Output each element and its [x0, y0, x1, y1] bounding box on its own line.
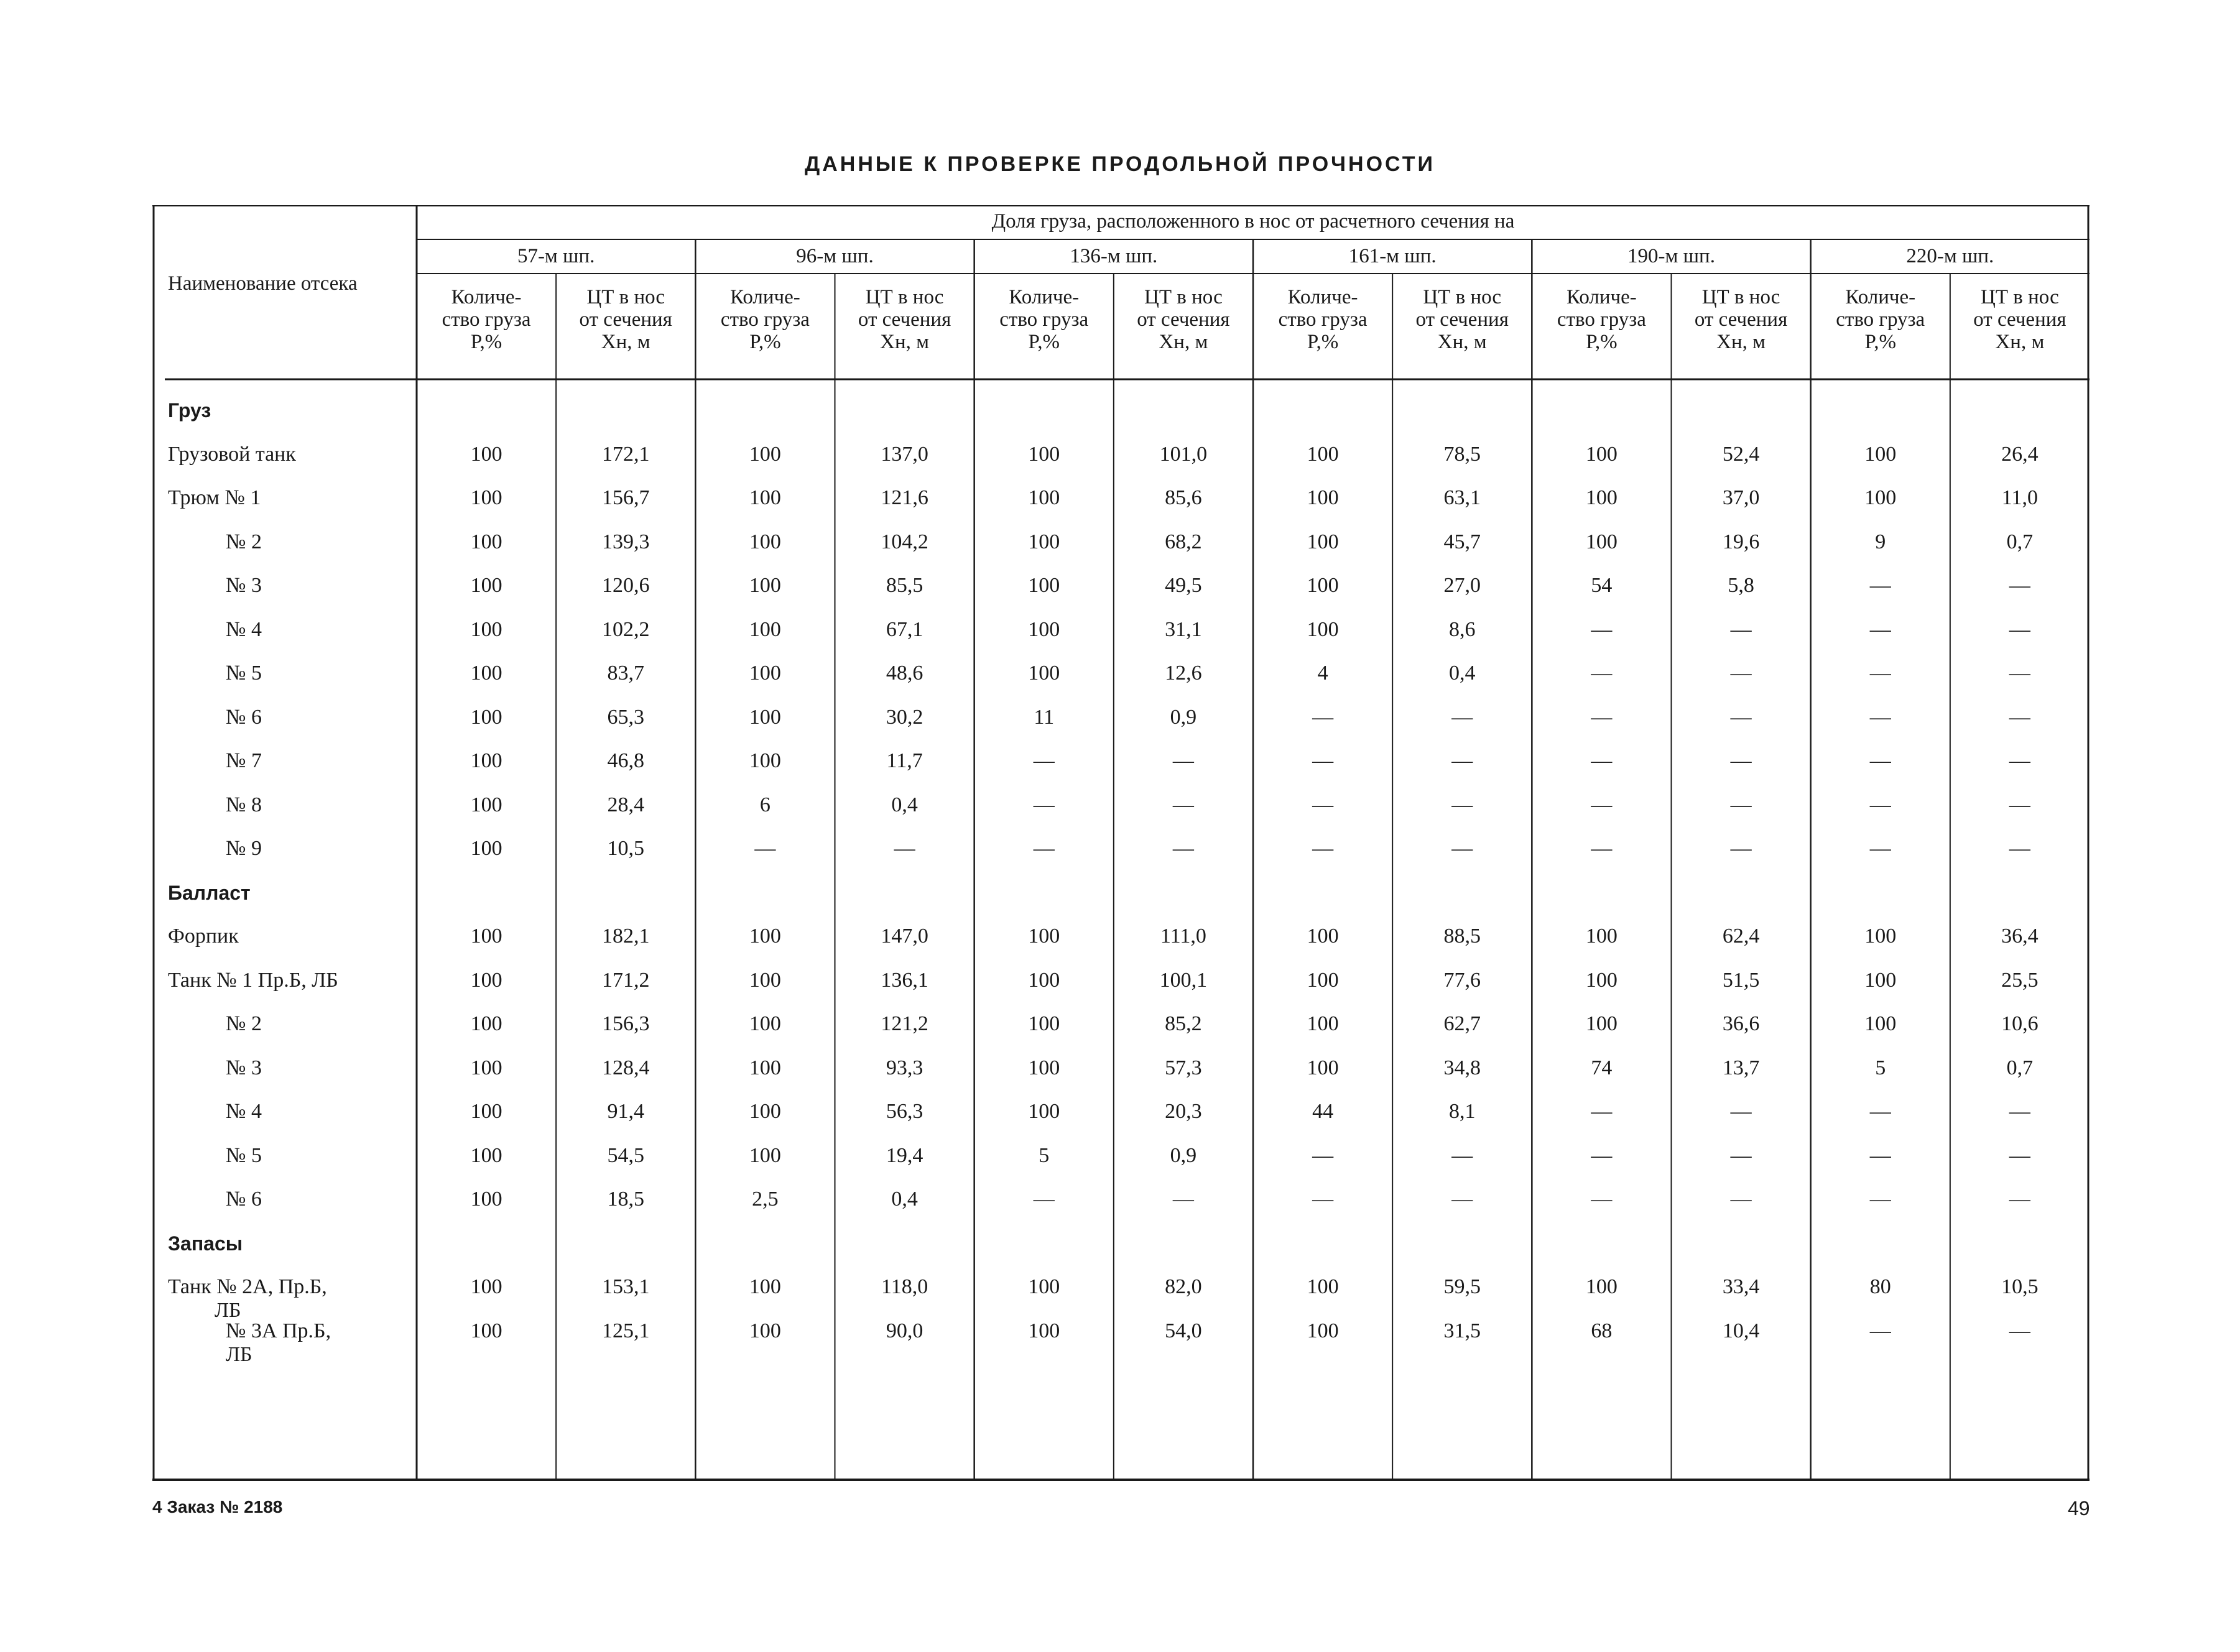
cargo-percent-cell: —	[1591, 662, 1613, 685]
cargo-percent-cell: 100	[1307, 925, 1339, 948]
row-label: Форпик	[168, 925, 239, 948]
cargo-percent-header: Количе- ство груза P,%	[1278, 286, 1368, 353]
cargo-percent-cell: 100	[470, 925, 502, 948]
name-column-header: Наименование отсека	[168, 272, 358, 295]
section-label: Груз	[168, 399, 211, 422]
cargo-percent-cell: —	[1869, 749, 1891, 772]
cg-distance-cell: 49,5	[1165, 574, 1202, 597]
cg-distance-cell: 125,1	[601, 1319, 650, 1342]
cargo-percent-cell: 100	[1585, 925, 1618, 948]
cargo-percent-header: Количе- ство груза P,%	[720, 286, 810, 353]
cg-distance-cell: 93,3	[886, 1056, 923, 1079]
section-header: 190-м шп.	[1627, 245, 1715, 267]
strength-data-table	[152, 205, 2090, 1489]
cargo-percent-cell: 100	[1028, 1012, 1060, 1035]
cargo-percent-cell: 100	[749, 530, 781, 553]
cargo-percent-cell: 100	[470, 530, 502, 553]
row-label-continuation: ЛБ	[215, 1299, 241, 1322]
cg-distance-cell: 10,4	[1722, 1319, 1760, 1342]
cargo-percent-cell: —	[1033, 793, 1055, 816]
row-label: № 9	[226, 837, 262, 860]
cargo-percent-cell: 100	[470, 662, 502, 685]
cg-distance-cell: 128,4	[601, 1056, 650, 1079]
cg-distance-cell: —	[1730, 1100, 1752, 1123]
cargo-percent-cell: 100	[1585, 1012, 1618, 1035]
cargo-percent-cell: 100	[1864, 968, 1897, 992]
cargo-percent-cell: —	[1591, 617, 1613, 641]
row-label: № 5	[226, 1143, 262, 1167]
cargo-percent-cell: 2,5	[752, 1188, 779, 1211]
cargo-percent-cell: —	[1869, 574, 1891, 597]
cg-distance-cell: 111,0	[1160, 925, 1206, 948]
cargo-percent-cell: 100	[470, 1100, 502, 1123]
page-title: ДАННЫЕ К ПРОВЕРКЕ ПРОДОЛЬНОЙ ПРОЧНОСТИ	[805, 152, 1435, 176]
cg-distance-cell: 172,1	[601, 442, 650, 466]
cargo-percent-cell: 100	[470, 1319, 502, 1342]
cargo-percent-cell: 100	[470, 1275, 502, 1298]
cargo-percent-cell: —	[1869, 1100, 1891, 1123]
cg-distance-cell: 62,4	[1722, 925, 1760, 948]
cargo-percent-cell: —	[1312, 749, 1334, 772]
cg-distance-cell: 5,8	[1728, 574, 1754, 597]
cg-distance-cell: —	[2009, 837, 2030, 860]
cargo-percent-cell: 100	[1307, 486, 1339, 509]
cargo-percent-cell: 100	[749, 1056, 781, 1079]
cargo-percent-cell: —	[1869, 662, 1891, 685]
cg-distance-header: ЦТ в нос от сечения Xн, м	[1137, 286, 1230, 353]
cg-distance-cell: 52,4	[1722, 442, 1760, 466]
cargo-percent-cell: 11	[1034, 705, 1055, 729]
row-label: Танк № 1 Пр.Б, ЛБ	[168, 968, 338, 992]
cg-distance-cell: 85,6	[1165, 486, 1202, 509]
cg-distance-cell: 67,1	[886, 617, 923, 641]
cg-distance-cell: —	[1451, 749, 1473, 772]
cg-distance-header: ЦТ в нос от сечения Xн, м	[1415, 286, 1509, 353]
cargo-percent-cell: 100	[749, 1319, 781, 1342]
cg-distance-cell: 85,5	[886, 574, 923, 597]
cargo-percent-cell: 100	[1028, 662, 1060, 685]
cg-distance-cell: 51,5	[1722, 968, 1760, 992]
cargo-percent-cell: 100	[749, 1100, 781, 1123]
cargo-percent-cell: —	[1591, 793, 1613, 816]
cg-distance-cell: —	[894, 837, 915, 860]
section-header: 136-м шп.	[1070, 245, 1158, 267]
cg-distance-cell: 0,4	[1448, 662, 1476, 685]
cargo-percent-cell: —	[1591, 837, 1613, 860]
cargo-percent-cell: 100	[1028, 486, 1060, 509]
cargo-percent-cell: —	[1869, 617, 1891, 641]
cargo-percent-cell: 100	[470, 442, 502, 466]
cargo-percent-cell: 100	[470, 1143, 502, 1167]
cargo-percent-cell: 100	[1028, 617, 1060, 641]
cargo-percent-cell: —	[1033, 837, 1055, 860]
cargo-percent-cell: 100	[1307, 1012, 1339, 1035]
cg-distance-cell: 31,5	[1443, 1319, 1481, 1342]
cargo-percent-cell: 100	[470, 1056, 502, 1079]
cargo-percent-cell: 100	[470, 617, 502, 641]
cargo-percent-cell: —	[1312, 1188, 1334, 1211]
cargo-percent-cell: 100	[1307, 1056, 1339, 1079]
cg-distance-cell: —	[2009, 793, 2030, 816]
cargo-percent-cell: 100	[1307, 617, 1339, 641]
cg-distance-cell: 102,2	[601, 617, 650, 641]
cg-distance-cell: 10,5	[607, 837, 644, 860]
cg-distance-cell: 101,0	[1159, 442, 1208, 466]
cg-distance-cell: —	[1451, 1143, 1473, 1167]
cargo-percent-cell: 100	[1307, 442, 1339, 466]
row-label: № 3	[226, 1056, 262, 1079]
cargo-percent-cell: 80	[1869, 1275, 1891, 1298]
cargo-percent-cell: 100	[749, 1275, 781, 1298]
cg-distance-cell: 82,0	[1165, 1275, 1202, 1298]
cg-distance-cell: —	[2009, 617, 2030, 641]
cg-distance-cell: 77,6	[1443, 968, 1481, 992]
cargo-percent-cell: —	[1869, 1143, 1891, 1167]
cargo-percent-cell: 100	[1585, 530, 1618, 553]
cg-distance-cell: 139,3	[601, 530, 650, 553]
cg-distance-cell: —	[2009, 1188, 2030, 1211]
order-number: 4 Заказ № 2188	[152, 1497, 283, 1516]
cargo-percent-cell: 4	[1317, 662, 1328, 685]
cg-distance-cell: —	[2009, 1100, 2030, 1123]
cg-distance-cell: 0,7	[2006, 1056, 2034, 1079]
cg-distance-cell: 120,6	[601, 574, 650, 597]
cargo-percent-cell: 100	[470, 705, 502, 729]
cg-distance-cell: 12,6	[1165, 662, 1202, 685]
cargo-percent-cell: 100	[1864, 442, 1897, 466]
cg-distance-cell: 182,1	[601, 925, 650, 948]
cargo-percent-cell: 100	[1307, 530, 1339, 553]
section-label: Запасы	[168, 1232, 243, 1255]
row-label: № 8	[226, 793, 262, 816]
cg-distance-cell: —	[2009, 1143, 2030, 1167]
cg-distance-cell: 48,6	[886, 662, 923, 685]
cg-distance-cell: 63,1	[1443, 486, 1481, 509]
cg-distance-cell: 33,4	[1722, 1275, 1760, 1298]
cg-distance-cell: 54,0	[1165, 1319, 1202, 1342]
cargo-percent-cell: 100	[1028, 1056, 1060, 1079]
cg-distance-cell: 121,2	[881, 1012, 928, 1035]
cargo-percent-cell: 100	[1028, 574, 1060, 597]
row-label: № 3	[226, 574, 262, 597]
row-label: № 2	[226, 530, 262, 553]
cg-distance-cell: 85,2	[1165, 1012, 1202, 1035]
cg-distance-cell: —	[1730, 837, 1752, 860]
cargo-percent-cell: 9	[1875, 530, 1886, 553]
cargo-percent-cell: 100	[749, 749, 781, 772]
cargo-percent-cell: 100	[1028, 1275, 1060, 1298]
cg-distance-cell: 25,5	[2001, 968, 2039, 992]
cargo-percent-cell: 100	[1585, 1275, 1618, 1298]
cargo-percent-cell: 100	[749, 1143, 781, 1167]
cg-distance-cell: 0,9	[1170, 705, 1197, 729]
cargo-percent-cell: 100	[1028, 925, 1060, 948]
cargo-percent-cell: 100	[749, 1012, 781, 1035]
row-label: № 6	[226, 705, 262, 729]
row-label: № 2	[226, 1012, 262, 1035]
cg-distance-cell: 36,4	[2001, 925, 2039, 948]
cg-distance-header: ЦТ в нос от сечения Xн, м	[579, 286, 672, 353]
cg-distance-cell: —	[1172, 749, 1194, 772]
cg-distance-cell: 118,0	[881, 1275, 928, 1298]
cg-distance-cell: —	[2009, 662, 2030, 685]
cg-distance-cell: 11,7	[886, 749, 923, 772]
cargo-percent-cell: 100	[1864, 486, 1897, 509]
cg-distance-cell: 0,7	[2006, 530, 2034, 553]
row-label: № 7	[226, 749, 262, 772]
cg-distance-header: ЦТ в нос от сечения Xн, м	[858, 286, 951, 353]
cg-distance-cell: 46,8	[607, 749, 644, 772]
cg-distance-cell: 65,3	[607, 705, 644, 729]
cargo-percent-cell: 100	[1028, 968, 1060, 992]
section-header: 161-м шп.	[1348, 245, 1437, 267]
cargo-percent-cell: 100	[470, 574, 502, 597]
cg-distance-cell: 153,1	[601, 1275, 650, 1298]
cargo-percent-cell: —	[1312, 793, 1334, 816]
cg-distance-cell: 0,9	[1170, 1143, 1197, 1167]
cg-distance-cell: 36,6	[1722, 1012, 1760, 1035]
cargo-percent-cell: —	[1591, 749, 1613, 772]
section-header: 57-м шп.	[517, 245, 595, 267]
cg-distance-cell: 78,5	[1443, 442, 1481, 466]
cg-distance-cell: 10,5	[2001, 1275, 2039, 1298]
row-label: № 4	[226, 1100, 262, 1123]
cg-distance-cell: —	[1172, 793, 1194, 816]
cargo-percent-cell: 5	[1875, 1056, 1886, 1079]
cargo-percent-cell: 100	[749, 925, 781, 948]
section-header: 220-м шп.	[1906, 245, 1994, 267]
cg-distance-cell: 37,0	[1722, 486, 1760, 509]
cargo-percent-cell: 100	[749, 442, 781, 466]
cargo-percent-cell: 100	[749, 486, 781, 509]
cg-distance-header: ЦТ в нос от сечения Xн, м	[1694, 286, 1788, 353]
cg-distance-cell: 28,4	[607, 793, 644, 816]
cargo-percent-cell: 100	[470, 793, 502, 816]
section-label: Балласт	[168, 881, 251, 904]
cargo-percent-cell: —	[1312, 837, 1334, 860]
row-label: № 5	[226, 662, 262, 685]
cg-distance-cell: —	[1451, 705, 1473, 729]
cg-distance-cell: 10,6	[2001, 1012, 2039, 1035]
cg-distance-cell: 59,5	[1443, 1275, 1481, 1298]
cg-distance-header: ЦТ в нос от сечения Xн, м	[1973, 286, 2066, 353]
cargo-percent-cell: —	[1033, 749, 1055, 772]
cg-distance-cell: —	[1451, 837, 1473, 860]
cargo-percent-cell: 100	[470, 486, 502, 509]
cg-distance-cell: 45,7	[1443, 530, 1481, 553]
cargo-percent-cell: 100	[1864, 1012, 1897, 1035]
cargo-percent-cell: 100	[1307, 968, 1339, 992]
cargo-percent-cell: 100	[1585, 486, 1618, 509]
row-label: Трюм № 1	[168, 486, 261, 509]
cargo-percent-cell: 100	[470, 749, 502, 772]
cg-distance-cell: —	[1451, 1188, 1473, 1211]
cargo-percent-cell: —	[1591, 1100, 1613, 1123]
cargo-percent-cell: 44	[1312, 1100, 1334, 1123]
cargo-percent-cell: 100	[1585, 968, 1618, 992]
cg-distance-cell: 104,2	[881, 530, 928, 553]
cg-distance-cell: 13,7	[1722, 1056, 1760, 1079]
cargo-percent-cell: 100	[1028, 1100, 1060, 1123]
cg-distance-cell: 88,5	[1443, 925, 1481, 948]
cargo-percent-cell: 100	[1864, 925, 1897, 948]
cg-distance-cell: 27,0	[1443, 574, 1481, 597]
cargo-percent-cell: 74	[1591, 1056, 1613, 1079]
cg-distance-cell: —	[2009, 749, 2030, 772]
cg-distance-cell: 19,6	[1722, 530, 1760, 553]
cargo-percent-cell: 5	[1039, 1143, 1050, 1167]
cargo-percent-cell: —	[1869, 705, 1891, 729]
cargo-percent-cell: —	[754, 837, 776, 860]
cargo-percent-cell: 100	[1585, 442, 1618, 466]
cargo-percent-cell: —	[1591, 1188, 1613, 1211]
cargo-percent-header: Количе- ство груза P,%	[999, 286, 1089, 353]
cargo-percent-cell: 100	[749, 662, 781, 685]
cg-distance-cell: —	[2009, 574, 2030, 597]
cg-distance-cell: 83,7	[607, 662, 644, 685]
cg-distance-cell: 156,7	[601, 486, 650, 509]
cargo-percent-cell: 100	[1028, 1319, 1060, 1342]
cargo-percent-cell: 100	[1307, 574, 1339, 597]
cg-distance-cell: —	[1172, 1188, 1194, 1211]
cargo-percent-cell: 100	[1028, 530, 1060, 553]
cg-distance-cell: 0,4	[891, 1188, 918, 1211]
cargo-percent-cell: —	[1591, 705, 1613, 729]
cg-distance-cell: —	[1730, 662, 1752, 685]
cg-distance-cell: 30,2	[886, 705, 923, 729]
cargo-percent-cell: 100	[470, 837, 502, 860]
cg-distance-cell: 91,4	[607, 1100, 644, 1123]
section-header: 96-м шп.	[796, 245, 874, 267]
cg-distance-cell: 20,3	[1165, 1100, 1202, 1123]
cargo-percent-cell: —	[1869, 837, 1891, 860]
cg-distance-cell: —	[1730, 705, 1752, 729]
cg-distance-cell: 156,3	[601, 1012, 650, 1035]
cg-distance-cell: 90,0	[886, 1319, 923, 1342]
cargo-percent-cell: —	[1312, 705, 1334, 729]
cargo-percent-cell: 68	[1591, 1319, 1613, 1342]
cargo-percent-cell: 54	[1591, 574, 1613, 597]
cargo-percent-cell: 100	[749, 574, 781, 597]
cg-distance-cell: 56,3	[886, 1100, 923, 1123]
cargo-percent-cell: 100	[749, 705, 781, 729]
cargo-percent-cell: 6	[759, 793, 771, 816]
cargo-percent-header: Количе- ство груза P,%	[1557, 286, 1646, 353]
cg-distance-cell: —	[1172, 837, 1194, 860]
cg-distance-cell: 26,4	[2001, 442, 2039, 466]
cargo-percent-cell: —	[1033, 1188, 1055, 1211]
cg-distance-cell: —	[1730, 749, 1752, 772]
cargo-percent-cell: —	[1869, 1188, 1891, 1211]
cg-distance-cell: 8,1	[1448, 1100, 1476, 1123]
cargo-percent-cell: 100	[1307, 1275, 1339, 1298]
cg-distance-cell: 62,7	[1443, 1012, 1481, 1035]
cargo-percent-cell: 100	[470, 1012, 502, 1035]
cargo-percent-cell: —	[1869, 793, 1891, 816]
row-label: Танк № 2А, Пр.Б,	[168, 1275, 327, 1298]
cg-distance-cell: 68,2	[1165, 530, 1202, 553]
cargo-percent-cell: 100	[1028, 442, 1060, 466]
cg-distance-cell: 147,0	[881, 925, 928, 948]
cg-distance-cell: —	[1730, 1143, 1752, 1167]
cargo-percent-cell: 100	[470, 1188, 502, 1211]
cg-distance-cell: —	[1730, 1188, 1752, 1211]
cg-distance-cell: 100,1	[1159, 968, 1208, 992]
cg-distance-cell: 19,4	[886, 1143, 923, 1167]
cg-distance-cell: 57,3	[1165, 1056, 1202, 1079]
row-label-continuation: ЛБ	[226, 1342, 252, 1366]
cargo-percent-cell: 100	[749, 968, 781, 992]
cg-distance-cell: 121,6	[881, 486, 928, 509]
cg-distance-cell: —	[1730, 793, 1752, 816]
cargo-percent-cell: 100	[470, 968, 502, 992]
span-header: Доля груза, расположенного в нос от расчетного сечения на	[991, 210, 1515, 233]
row-label: Грузовой танк	[168, 442, 296, 466]
cargo-percent-header: Количе- ство груза P,%	[1836, 286, 1925, 353]
cg-distance-cell: 54,5	[607, 1143, 644, 1167]
page-number: 49	[2068, 1497, 2090, 1520]
cg-distance-cell: 171,2	[601, 968, 650, 992]
cg-distance-cell: —	[1451, 793, 1473, 816]
cg-distance-cell: 8,6	[1448, 617, 1476, 641]
cargo-percent-cell: —	[1869, 1319, 1891, 1342]
cargo-percent-cell: —	[1591, 1143, 1613, 1167]
cg-distance-cell: 136,1	[881, 968, 928, 992]
cg-distance-cell: —	[2009, 1319, 2030, 1342]
cargo-percent-cell: 100	[1307, 1319, 1339, 1342]
cargo-percent-cell: 100	[749, 617, 781, 641]
cg-distance-cell: 18,5	[607, 1188, 644, 1211]
cg-distance-cell: —	[2009, 705, 2030, 729]
cg-distance-cell: 31,1	[1165, 617, 1202, 641]
cg-distance-cell: 34,8	[1443, 1056, 1481, 1079]
row-label: № 3А Пр.Б,	[226, 1319, 331, 1342]
row-label: № 6	[226, 1188, 262, 1211]
cargo-percent-header: Количе- ство груза P,%	[442, 286, 531, 353]
cargo-percent-cell: —	[1312, 1143, 1334, 1167]
cg-distance-cell: —	[1730, 617, 1752, 641]
row-label: № 4	[226, 617, 262, 641]
cg-distance-cell: 11,0	[2001, 486, 2039, 509]
cg-distance-cell: 137,0	[881, 442, 928, 466]
cg-distance-cell: 0,4	[891, 793, 918, 816]
